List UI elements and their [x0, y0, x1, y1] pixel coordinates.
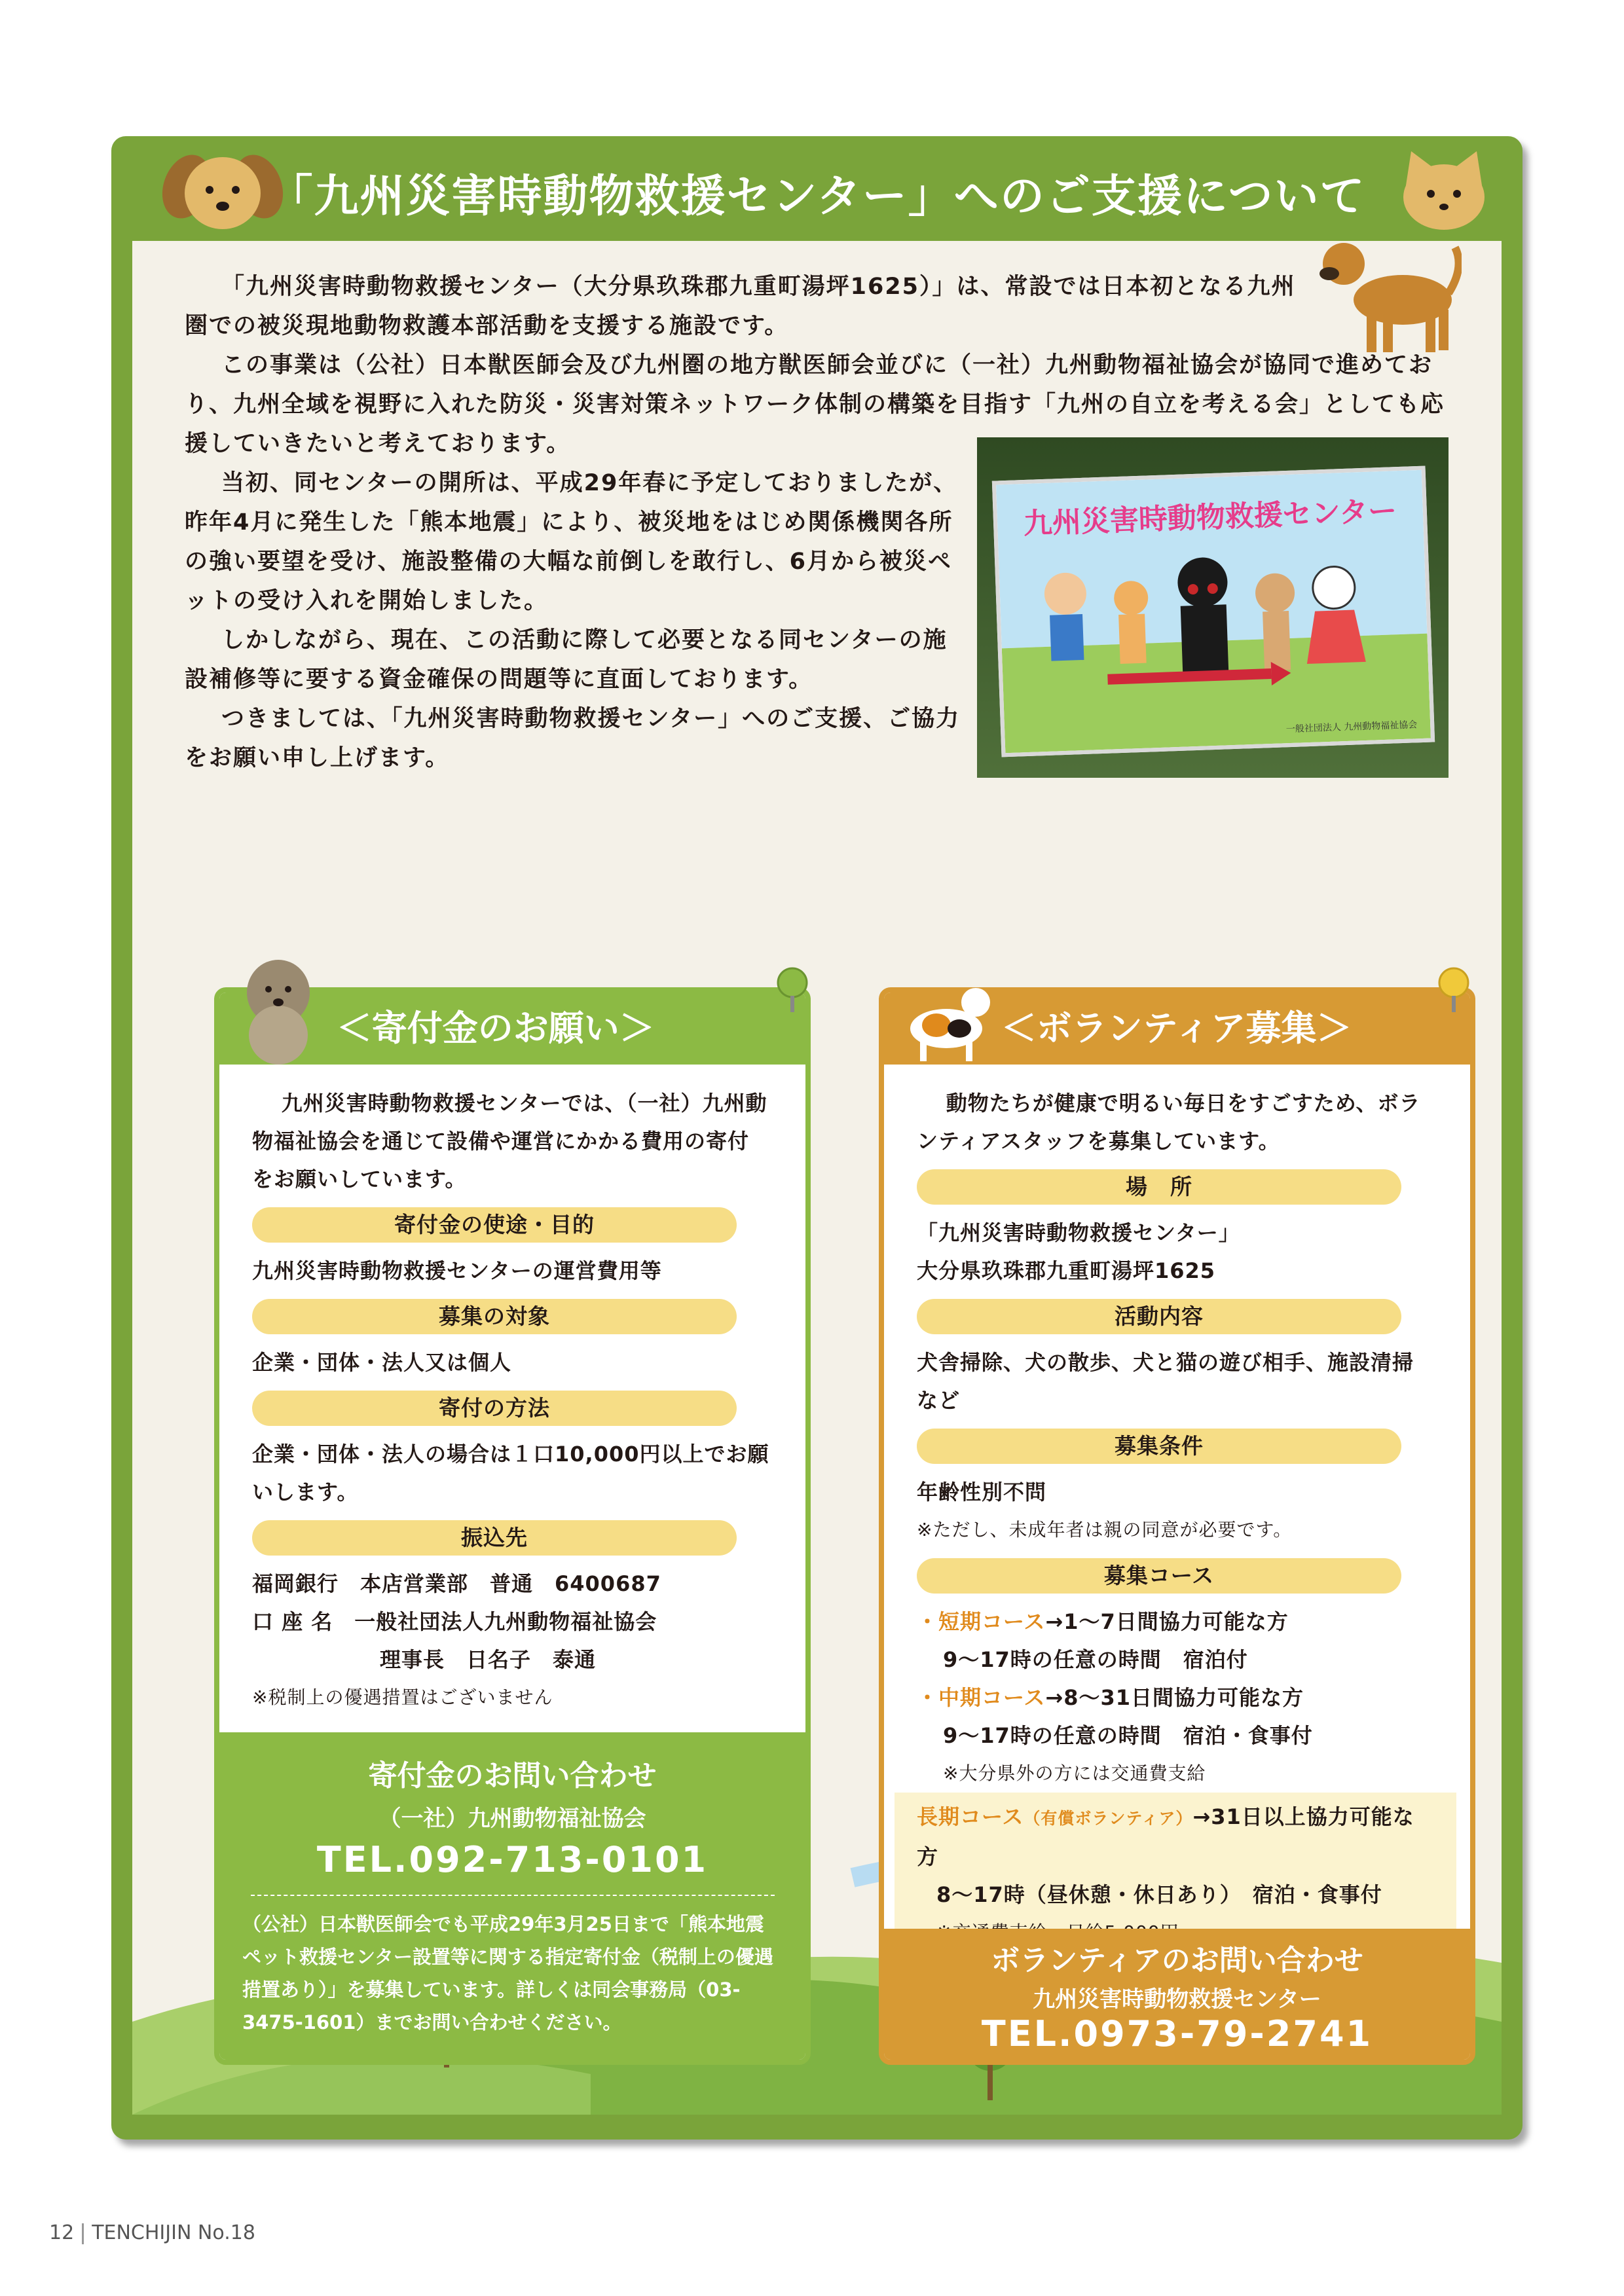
travel-note: ※大分県外の方には交通費支給	[943, 1762, 1206, 1784]
intro-paragraph-3: 当初、同センターの開所は、平成29年春に予定しておりましたが、昨年4月に発生した「熊本地震」により、被災地をはじめ関係機関各所の強い要望を受け、施設整備の大幅な前倒しを敢行し、6月から被災ペットの受け入れを開始しました。	[185, 470, 958, 614]
article-title: 「九州災害時動物救援センター」へのご支援について	[268, 171, 1366, 223]
donation-bank: 福岡銀行 本店営業部 普通 6400687	[252, 1571, 661, 1596]
volunteer-activity-label: 活動内容	[917, 1299, 1401, 1334]
intro-paragraph-1: 「九州災害時動物救援センター（大分県玖珠郡九重町湯坪1625）」は、常設では日本初となる九州圏での被災現地動物救護本部活動を支援する施設です。	[185, 274, 1296, 339]
footer-divider	[82, 2223, 84, 2244]
volunteer-intro: 動物たちが健康で明るい毎日をすごすため、ボランティアスタッフを募集しています。	[917, 1091, 1421, 1154]
magazine-name: TENCHIJIN No.18	[92, 2221, 255, 2244]
donation-purpose-label: 寄付金の使途・目的	[252, 1207, 737, 1243]
donation-account-rep: 理事長 日名子 泰通	[380, 1647, 597, 1672]
calico-cat-icon	[894, 973, 992, 1065]
intro-paragraph-5: つきましては、「九州災害時動物救援センター」へのご支援、ご協力をお願い申し上げます。	[185, 706, 961, 771]
volunteer-condition-note: ※ただし、未成年者は親の同意が必要です。	[917, 1519, 1293, 1540]
content-area	[132, 241, 1502, 2115]
donation-account-label: 振込先	[252, 1520, 737, 1556]
short-course	[917, 1603, 1434, 1641]
sign-characters-icon	[1025, 543, 1409, 700]
volunteer-place-label: 場 所	[917, 1169, 1401, 1205]
donation-target: 企業・団体・法人又は個人	[252, 1350, 512, 1375]
long-course-name: 長期コース	[917, 1804, 1024, 1829]
sign-board	[992, 466, 1435, 757]
volunteer-contact-title: ボランティアのお問い合わせ	[991, 1944, 1363, 1977]
donation-contact-tel: TEL.092-713-0101	[316, 1839, 709, 1880]
pushpin-icon	[769, 963, 815, 1015]
donation-purpose: 九州災害時動物救援センターの運営費用等	[252, 1258, 662, 1283]
volunteer-body	[917, 1084, 1434, 1957]
terrier-dog-icon	[232, 953, 324, 1065]
volunteer-contact-tel: TEL.0973-79-2741	[981, 2013, 1373, 2054]
mid-course-time: 9～17時の任意の時間 宿泊・食事付	[943, 1723, 1313, 1748]
long-course-paid: （有償ボランティア）	[1024, 1809, 1193, 1828]
volunteer-contact	[884, 1929, 1470, 2060]
page-number: 12	[49, 2221, 75, 2244]
donation-method: 企業・団体・法人の場合は１口10,000円以上でお願いします。	[252, 1442, 769, 1504]
donation-contact-title: 寄付金のお問い合わせ	[368, 1759, 657, 1793]
volunteer-activity: 犬舎掃除、犬の散歩、犬と猫の遊び相手、施設清掃など	[917, 1350, 1414, 1413]
volunteer-place-address: 大分県玖珠郡九重町湯坪1625	[917, 1258, 1216, 1283]
donation-intro: 九州災害時動物救援センターでは、（一社）九州動物福祉協会を通じて設備や運営にかかる費用の寄付をお願いしています。	[252, 1091, 767, 1192]
sign-org: 一般社団法人 九州動物福祉協会	[1285, 720, 1418, 735]
long-course	[917, 1798, 1434, 1876]
donation-method-label: 寄付の方法	[252, 1391, 737, 1426]
sign-title: 九州災害時動物救援センター	[1023, 494, 1397, 541]
volunteer-course-label: 募集コース	[917, 1558, 1401, 1594]
volunteer-heading: ＜ボランティア募集＞	[1001, 1008, 1352, 1049]
pushpin-icon	[1431, 963, 1477, 1015]
volunteer-card	[879, 987, 1475, 2065]
volunteer-condition-label: 募集条件	[917, 1429, 1401, 1464]
donation-body	[252, 1084, 769, 1717]
page-footer	[49, 2221, 255, 2244]
intro-paragraph-4: しかしながら、現在、この活動に際して必要となる同センターの施設補修等に要する資金確保の問題等に直面しております。	[185, 627, 948, 693]
donation-target-label: 募集の対象	[252, 1299, 737, 1334]
donation-contact-org: （一社）九州動物福祉協会	[378, 1806, 646, 1832]
donation-account-name: 口 座 名 一般社団法人九州動物福祉協会	[252, 1609, 657, 1634]
mid-course-name: ・中期コース	[917, 1685, 1046, 1710]
donation-card	[214, 987, 811, 2065]
mid-course	[917, 1679, 1434, 1717]
short-course-desc: →1～7日間協力可能な方	[1045, 1609, 1289, 1634]
mid-course-desc: →8～31日間協力可能な方	[1045, 1685, 1304, 1710]
intro-paragraph-2: この事業は（公社）日本獣医師会及び九州圏の地方獣医師会並びに（一社）九州動物福祉協会が協同で進めており、九州全域を視野に入れた防災・災害対策ネットワーク体制の構築を目指す「九州の自立を考える会」としても応援していきたいと考えております。	[185, 352, 1445, 457]
jvma-note: （公社）日本獣医師会でも平成29年3月25日まで「熊本地震ペット救援センター設置等に関する指定寄付金（税制上の優遇措置あり）」を募集しています。詳しくは同会事務局（03-3475-1601）までお問い合わせください。	[242, 1913, 773, 2033]
article-frame	[111, 136, 1522, 2140]
center-sign-photo	[977, 437, 1449, 778]
volunteer-condition: 年齢性別不問	[917, 1480, 1047, 1504]
short-course-name: ・短期コース	[917, 1609, 1046, 1634]
donation-contact	[219, 1732, 805, 2060]
volunteer-contact-org: 九州災害時動物救援センター	[1033, 1986, 1321, 2013]
long-course-time: 8～17時（昼休憩・休日あり） 宿泊・食事付	[936, 1882, 1382, 1907]
long-course-desc: →31日以上協力可能な方	[917, 1804, 1414, 1869]
volunteer-place-name: 「九州災害時動物救援センター」	[917, 1220, 1240, 1245]
short-course-time: 9～17時の任意の時間 宿泊付	[943, 1647, 1248, 1672]
donation-heading: ＜寄付金のお願い＞	[336, 1008, 655, 1049]
donation-tax-note: ※税制上の優遇措置はございません	[252, 1686, 553, 1708]
